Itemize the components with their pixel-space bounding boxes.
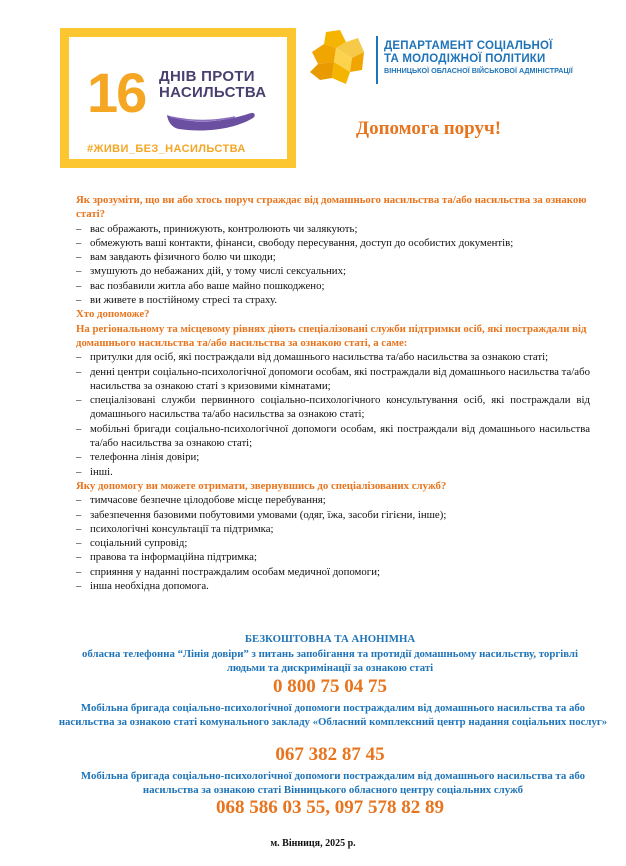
- list-item-text: психологічні консультації та підтримка;: [90, 522, 274, 535]
- banner-title-line1: ДНІВ ПРОТИ: [159, 68, 255, 85]
- list-item-text: інша необхідна допомога.: [90, 580, 209, 593]
- list-item: [76, 493, 590, 507]
- list-dash: –: [76, 351, 82, 364]
- list-item: [76, 236, 590, 250]
- banner-title: [159, 69, 266, 101]
- list-item-text: вам завдають фізичного болю чи шкоди;: [90, 251, 276, 264]
- list-item: [76, 565, 590, 579]
- list-item-text: вас ображають, принижують, контролюють чи залякують;: [90, 222, 358, 235]
- list-item-text: забезпечення базовими побутовими умовами (одяг, їжа, засоби гігієни, інше);: [90, 508, 447, 521]
- list-dash: –: [76, 580, 82, 593]
- page-title: Допомога поруч!: [356, 118, 502, 139]
- list-dash: –: [76, 465, 82, 478]
- department-name: [384, 40, 573, 75]
- list-dash: –: [76, 294, 82, 307]
- list-item: [76, 350, 590, 364]
- list-item: [76, 450, 590, 464]
- list-dash: –: [76, 265, 82, 278]
- section1-list: [76, 222, 590, 308]
- banner-title-line2: НАСИЛЬСТВА: [159, 84, 267, 101]
- list-item-text: тимчасове безпечне цілодобове місце перебування;: [90, 494, 326, 507]
- list-item-text: змушують до небажаних дій, у тому числі сексуальних;: [90, 265, 346, 278]
- department-name-line1: ДЕПАРТАМЕНТ СОЦІАЛЬНОЇ: [384, 40, 553, 52]
- section2-heading: Хто допоможе?: [76, 308, 150, 321]
- list-item-text: обмежують ваші контакти, фінанси, свободу пересування, доступ до особистих документів;: [90, 236, 514, 249]
- logo-divider: [376, 36, 378, 84]
- list-dash: –: [76, 279, 82, 292]
- section2-subheading: На регіональному та місцевому рівнях діють спеціалізовані служби підтримки осіб, які постраждали від домашнього насильства та/або насильства за ознакою статі, а саме:: [76, 322, 587, 349]
- list-item: [76, 393, 590, 422]
- banner-number: 16: [87, 61, 146, 124]
- list-item-text: мобільні бригади соціально-психологічної допомоги особам, які постраждали від домашнього насильства та/або насильства за ознакою статі;: [90, 422, 590, 450]
- campaign-banner: [60, 28, 296, 168]
- list-item: [76, 293, 590, 307]
- list-item-text: соціальний супровід;: [90, 537, 188, 550]
- footer-place-year: м. Вінниця, 2025 р.: [270, 838, 356, 849]
- campaign-banner-inner: [69, 37, 287, 159]
- list-item: [76, 579, 590, 593]
- open-hand-icon: [165, 109, 257, 133]
- brigade1-phone[interactable]: 067 382 87 45: [275, 744, 385, 765]
- list-dash: –: [76, 551, 82, 564]
- list-item: [76, 550, 590, 564]
- brigade1-description: Мобільна бригада соціально-психологічної допомоги постраждалим від домашнього насильства та або насильства за ознакою статі комунального закладу «Обласний комплексний центр надання соціальних послуг»: [58, 702, 608, 728]
- list-item: [76, 222, 590, 236]
- list-item: [76, 522, 590, 536]
- list-item-text: ви живете в постійному стресі та страху.: [90, 294, 278, 307]
- list-dash: –: [76, 451, 82, 464]
- section3-heading: Яку допомогу ви можете отримати, звернувшись до спеціалізованих служб?: [76, 479, 447, 492]
- list-dash: –: [76, 522, 82, 535]
- hotline-phone[interactable]: 0 800 75 04 75: [273, 676, 387, 697]
- list-item-text: інші.: [90, 465, 113, 478]
- list-item: [76, 279, 590, 293]
- list-item: [76, 536, 590, 550]
- banner-hashtag: #ЖИВИ_БЕЗ_НАСИЛЬСТВА: [87, 143, 246, 155]
- list-item-text: спеціалізовані служби первинного соціально-психологічного консультування осіб, які постраждали від домашнього насильства та/або насильства за ознакою статі;: [90, 394, 590, 421]
- list-item: [76, 465, 590, 479]
- list-dash: –: [76, 494, 82, 507]
- list-dash: –: [76, 365, 82, 378]
- section2-list: [76, 350, 590, 479]
- list-dash: –: [76, 422, 82, 435]
- list-item-text: денні центри соціально-психологічної допомоги особам, які постраждали від домашнього насильства та/або насильства за ознакою статі з кризовими кімнатами;: [90, 365, 590, 392]
- region-map-logo-icon: [306, 28, 366, 88]
- list-item: [76, 365, 590, 394]
- list-dash: –: [76, 565, 82, 578]
- list-item-text: притулки для осіб, які постраждали від домашнього насильства та/або насильства за ознакою статі;: [90, 351, 549, 364]
- list-item: [76, 264, 590, 278]
- main-content: [76, 193, 590, 593]
- section3-list: [76, 493, 590, 593]
- section1-heading: Як зрозуміти, що ви або хтось поруч страждає від домашнього насильства та/або насильства за ознакою статі?: [76, 194, 587, 221]
- list-dash: –: [76, 508, 82, 521]
- list-item-text: правова та інформаційна підтримка;: [90, 551, 257, 564]
- department-name-line3: ВІННИЦЬКОЇ ОБЛАСНОЇ ВІЙСЬКОВОЇ АДМІНІСТРАЦІЇ: [384, 66, 573, 75]
- list-item-text: сприяння у наданні постраждалим особам медичної допомоги;: [90, 565, 380, 578]
- list-item-text: вас позбавили житла або ваше майно пошкоджено;: [90, 279, 325, 292]
- list-item: [76, 250, 590, 264]
- department-name-line2: ТА МОЛОДІЖНОЇ ПОЛІТИКИ: [384, 53, 546, 65]
- list-item: [76, 422, 590, 451]
- brigade2-phone[interactable]: 068 586 03 55, 097 578 82 89: [216, 797, 444, 818]
- list-dash: –: [76, 537, 82, 550]
- list-dash: –: [76, 251, 82, 264]
- list-dash: –: [76, 236, 82, 249]
- list-dash: –: [76, 222, 82, 235]
- hotline-description: обласна телефонна “Лінія довіри” з питань запобігання та протидії домашньому насильству, торгівлі людьми та дискримінації за ознакою статі: [82, 648, 578, 674]
- list-dash: –: [76, 394, 82, 407]
- list-item-text: телефонна лінія довіри;: [90, 451, 200, 464]
- free-anonymous-label: БЕЗКОШТОВНА ТА АНОНІМНА: [244, 633, 416, 645]
- brigade2-description: Мобільна бригада соціально-психологічної допомоги постраждалим від домашнього насильства та або насильства за ознакою статі Вінницького обласного центру соціальних служб: [80, 770, 586, 796]
- list-item: [76, 508, 590, 522]
